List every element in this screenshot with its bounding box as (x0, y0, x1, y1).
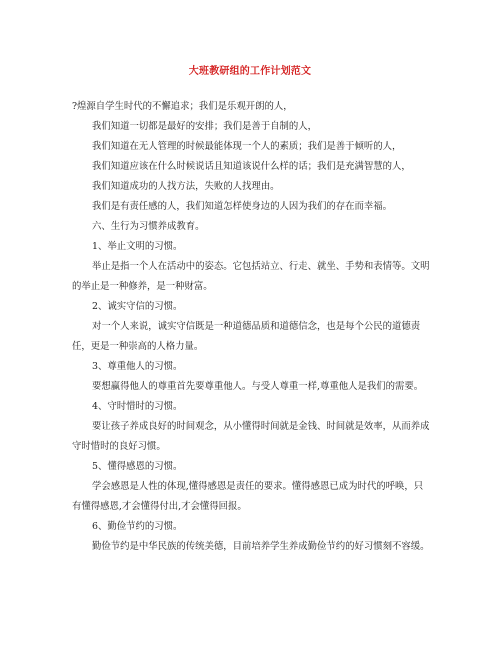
paragraph: 我们知道应该在什么时候说话且知道该说什么样的话；我们是充满智慧的人， (92, 161, 411, 172)
paragraph: 3、尊重他人的习惯。 (92, 361, 183, 372)
paragraph: 我们知道成功的人找方法，失败的人找理由。 (92, 181, 280, 192)
paragraph: 5、懂得感恩的习惯。 (92, 461, 183, 472)
paragraph: 要想赢得他人的尊重首先要尊重他人。与受人尊重一样,尊重他人是我们的需要。 (92, 381, 424, 392)
paragraph: 6、勤俭节约的习惯。 (92, 521, 183, 532)
paragraph: ?煌源自学生时代的不懈追求；我们是乐观开朗的人， (72, 101, 293, 112)
paragraph: 1、举止文明的习惯。 (92, 241, 183, 252)
paragraph: 我们是有责任感的人，我们知道怎样使身边的人因为我们的存在而幸福。 (92, 201, 393, 212)
paragraph: 要让孩子养成良好的时间观念，从小懂得时间就是金钱、时间就是效率，从而养成守时惜时的良好习惯。 (72, 421, 430, 452)
paragraph: 六、生行为习惯养成教育。 (92, 221, 205, 232)
paragraph: 学会感恩是人性的体现,懂得感恩是责任的要求。懂得感恩已成为时代的呼唤，只有懂得感恩,才会懂得付出,才会懂得回报。 (72, 481, 424, 512)
paragraph: 我们知道在无人管理的时候最能体现一个人的素质；我们是善于倾听的人， (92, 141, 402, 152)
paragraph: 4、守时惜时的习惯。 (92, 401, 183, 412)
paragraph: 我们知道一切都是最好的安排；我们是善于自制的人， (92, 121, 318, 132)
paragraph: 对一个人来说，诚实守信既是一种道德品质和道德信念，也是每个公民的道德责任，更是一种崇高的人格力量。 (72, 321, 421, 352)
document-body (72, 97, 430, 557)
document-title: 大班教研组的工作计划范文 (188, 66, 312, 77)
paragraph: 举止是指一个人在活动中的姿态。它包括站立、行走、就坐、手势和表情等。文明的举止是一种修养，是一种财富。 (72, 261, 430, 292)
paragraph: 2、诚实守信的习惯。 (92, 301, 183, 312)
paragraph: 勤俭节约是中华民族的传统美德，目前培养学生养成勤俭节约的好习惯刻不容缓。 (92, 541, 430, 552)
